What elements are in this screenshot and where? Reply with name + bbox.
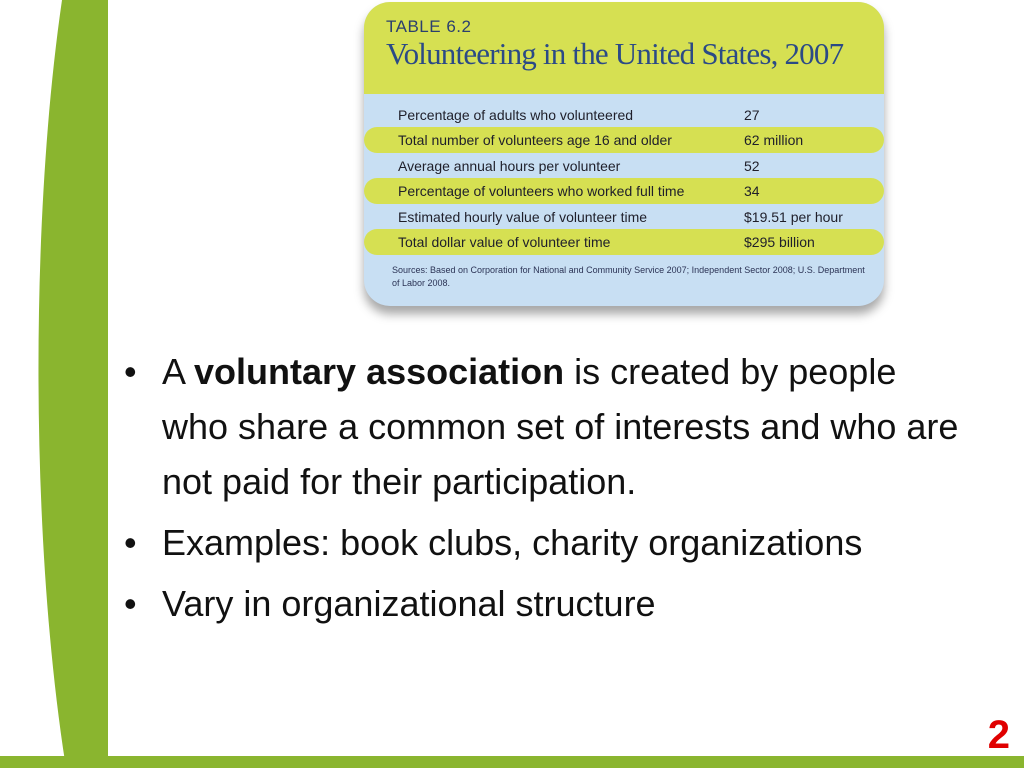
row-value: 27: [744, 107, 760, 123]
bullet-text-rest: is created by people who share a common set of interests and who are not paid for their participation.: [162, 351, 959, 502]
bullet-text-prefix: A: [162, 351, 195, 392]
table-row: [364, 127, 884, 153]
bullet-dot: •: [124, 522, 137, 563]
bullet-item: [122, 344, 962, 509]
row-label: Percentage of volunteers who worked full time: [398, 183, 685, 199]
row-value: 34: [744, 183, 760, 199]
table-number: TABLE 6.2: [386, 17, 472, 36]
bullet-dot: •: [124, 351, 137, 392]
bullet-item: [122, 515, 962, 570]
row-label: Total number of volunteers age 16 and older: [398, 132, 672, 148]
row-label: Percentage of adults who volunteered: [398, 107, 634, 123]
bullet-dot: •: [124, 583, 137, 624]
page-number: 2: [987, 713, 1010, 757]
table-row: [364, 178, 884, 204]
table-title: Volunteering in the United States, 2007: [386, 36, 844, 71]
left-green-arc-decoration: [0, 0, 110, 768]
bullet-term: voluntary association: [194, 351, 565, 392]
bottom-green-bar: [0, 756, 1024, 768]
volunteering-table: [364, 2, 884, 306]
row-value: $19.51 per hour: [744, 209, 843, 225]
bullet-list: [122, 344, 962, 637]
bullet-item: [122, 576, 962, 631]
table-row: [364, 153, 884, 179]
table-sources: Sources: Based on Corporation for National and Community Service 2007; Independent Sector 2008; U.S. Department of Labor 2008.: [392, 265, 865, 288]
row-label: Estimated hourly value of volunteer time: [398, 209, 648, 225]
bullet-text: Examples: book clubs, charity organizations: [162, 522, 863, 563]
row-label: Total dollar value of volunteer time: [398, 234, 611, 250]
table-row: [364, 229, 884, 255]
table-row: [364, 102, 884, 128]
row-value: 52: [744, 158, 760, 174]
table-header: [364, 2, 884, 94]
row-value: $295 billion: [744, 234, 815, 250]
row-label: Average annual hours per volunteer: [398, 158, 621, 174]
row-value: 62 million: [744, 132, 804, 148]
table-row: [364, 204, 884, 230]
bullet-text: Vary in organizational structure: [162, 583, 656, 624]
